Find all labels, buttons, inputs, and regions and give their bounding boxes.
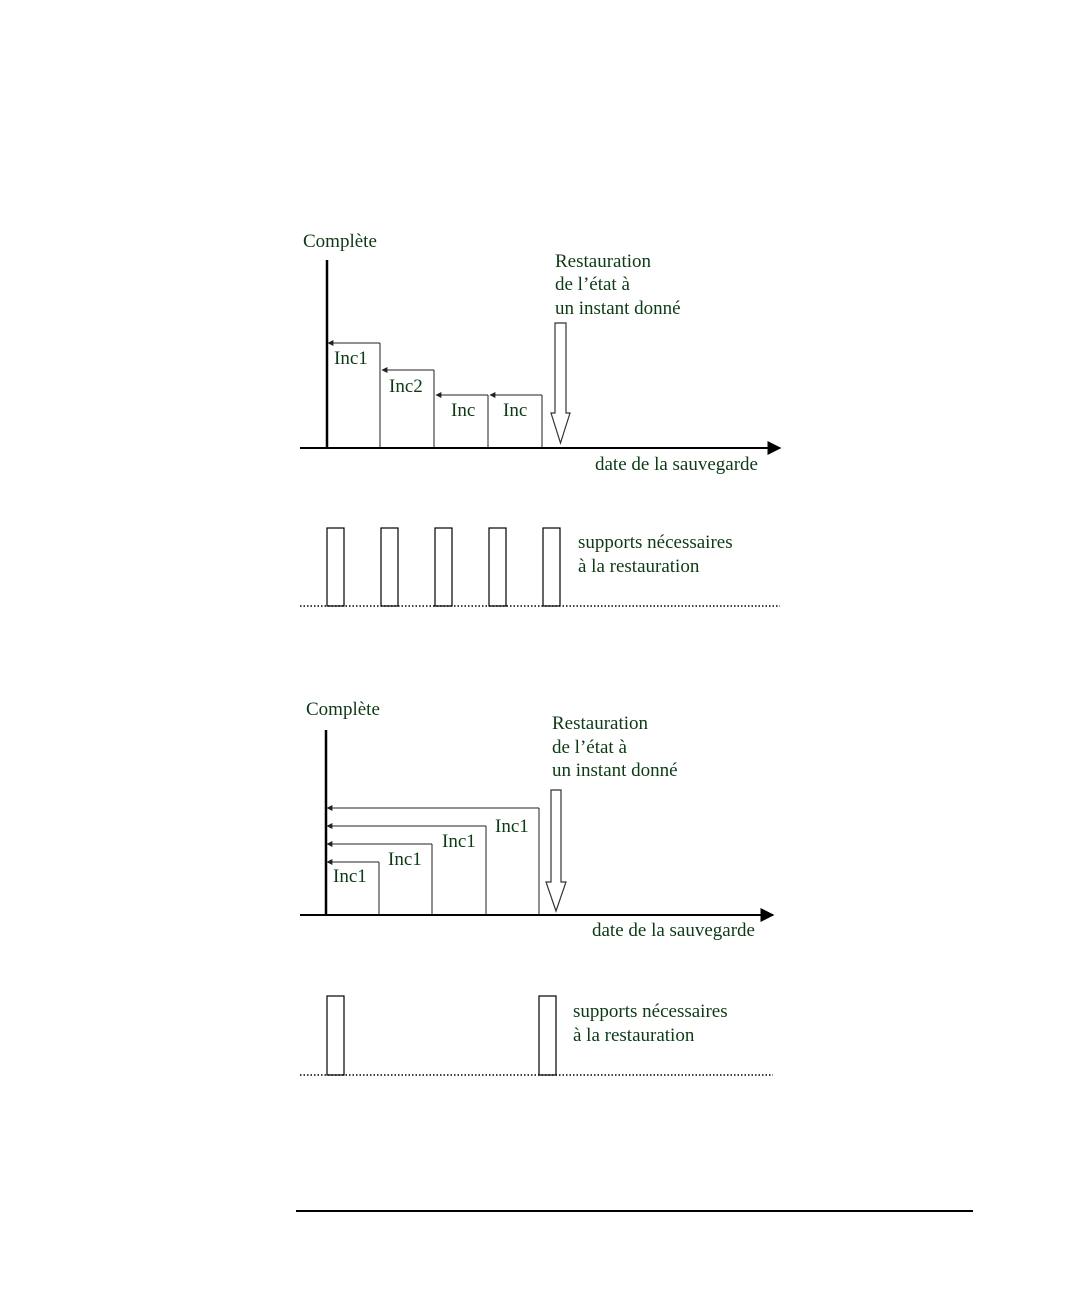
restore-label-line-2: de l’état à bbox=[552, 737, 627, 758]
media-block-3 bbox=[435, 528, 452, 606]
restore-label-line-1: Restauration bbox=[555, 251, 652, 272]
incremental-label-1: Inc1 bbox=[334, 348, 368, 369]
differential-label-1: Inc1 bbox=[333, 866, 367, 887]
media-caption-line-2: à la restauration bbox=[573, 1025, 695, 1046]
restore-arrow-icon bbox=[551, 323, 570, 443]
media-block-1 bbox=[327, 996, 344, 1075]
incremental-diagram bbox=[300, 231, 780, 606]
full-backup-label: Complète bbox=[303, 231, 377, 252]
restore-label-line-2: de l’état à bbox=[555, 274, 630, 295]
media-block-5 bbox=[543, 528, 560, 606]
differential-label-4: Inc1 bbox=[495, 816, 529, 837]
media-block-2 bbox=[381, 528, 398, 606]
restore-label-line-3: un instant donné bbox=[555, 298, 681, 319]
axis-label: date de la sauvegarde bbox=[595, 454, 758, 475]
axis-label: date de la sauvegarde bbox=[592, 920, 755, 941]
media-block-4 bbox=[489, 528, 506, 606]
restore-arrow-icon bbox=[546, 790, 566, 911]
media-caption-line-2: à la restauration bbox=[578, 556, 700, 577]
incremental-label-4: Inc bbox=[503, 400, 528, 421]
differential-label-2: Inc1 bbox=[388, 849, 422, 870]
media-caption-line-1: supports nécessaires bbox=[578, 532, 733, 553]
media-caption-line-1: supports nécessaires bbox=[573, 1001, 728, 1022]
incremental-label-3: Inc bbox=[451, 400, 476, 421]
restore-label-line-1: Restauration bbox=[552, 713, 649, 734]
differential-diagram bbox=[300, 699, 773, 1075]
incremental-label-2: Inc2 bbox=[389, 376, 423, 397]
restore-label-line-3: un instant donné bbox=[552, 760, 678, 781]
media-block-2 bbox=[539, 996, 556, 1075]
full-backup-label: Complète bbox=[306, 699, 380, 720]
media-block-1 bbox=[327, 528, 344, 606]
differential-label-3: Inc1 bbox=[442, 831, 476, 852]
